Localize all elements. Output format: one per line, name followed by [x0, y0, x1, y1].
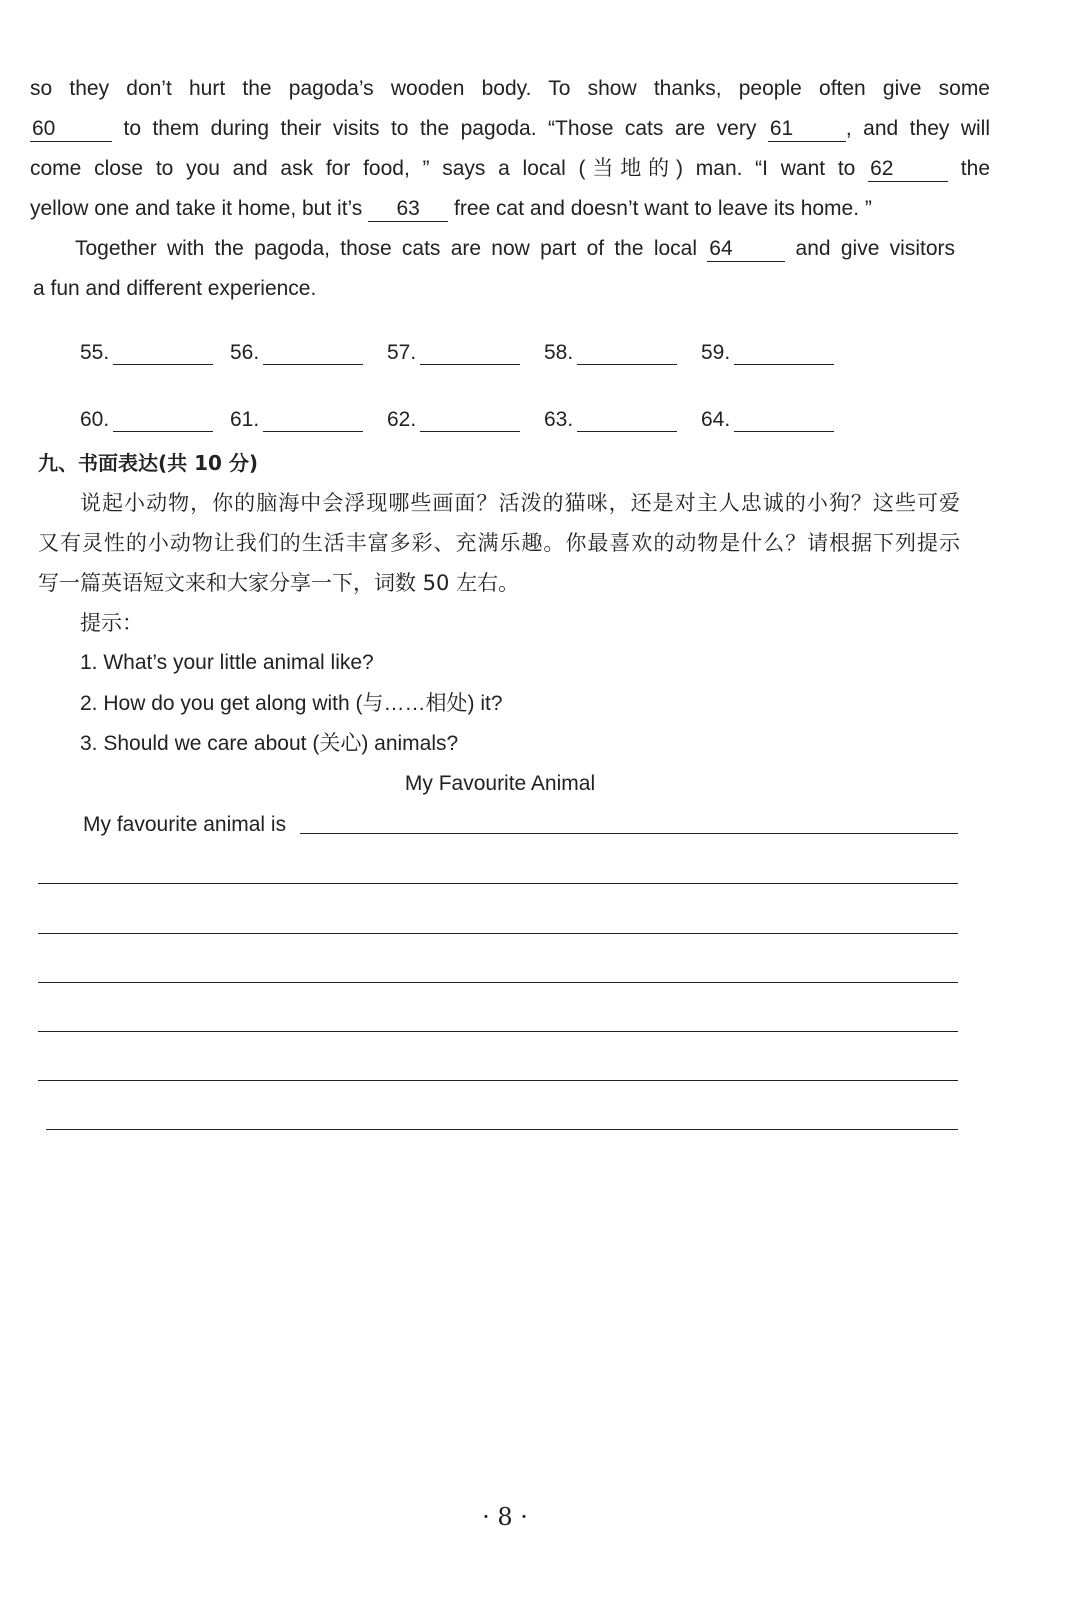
- passage-text: yellow one and take it home, but it’s: [30, 197, 369, 220]
- answer-slot-61[interactable]: [230, 408, 363, 432]
- hint-1: 1. What’s your little animal like?: [80, 651, 374, 674]
- answer-underline[interactable]: [577, 411, 677, 432]
- hint-3: 3. Should we care about (关心) animals?: [80, 732, 459, 755]
- essay-line-3[interactable]: [38, 982, 958, 983]
- answer-number: 58.: [544, 341, 574, 364]
- passage-line-5: [75, 234, 955, 264]
- hint-2: 2. How do you get along with (与……相处) it?: [80, 692, 503, 715]
- passage-line-1: so they don’t hurt the pagoda’s wooden body. To show thanks, people often give some: [30, 77, 990, 100]
- answer-slot-58[interactable]: [544, 341, 677, 365]
- page-number: · 8 ·: [482, 1503, 528, 1531]
- answer-underline[interactable]: [113, 411, 213, 432]
- answer-number: 64.: [701, 408, 731, 431]
- essay-line-4[interactable]: [38, 1031, 958, 1032]
- passage-line-2: [30, 114, 990, 144]
- answer-number: 57.: [387, 341, 417, 364]
- passage-text: free cat and doesn’t want to leave its home. ”: [448, 197, 872, 220]
- passage-text: and give visitors: [785, 237, 955, 260]
- answer-number: 63.: [544, 408, 574, 431]
- essay-line-2[interactable]: [38, 933, 958, 934]
- answer-underline[interactable]: [420, 344, 520, 365]
- essay-start: My favourite animal is: [83, 813, 287, 836]
- answer-number: 55.: [80, 341, 110, 364]
- blank-63[interactable]: 63: [368, 197, 448, 222]
- answer-slot-63[interactable]: [544, 408, 677, 432]
- answer-slot-57[interactable]: [387, 341, 520, 365]
- passage-text: , and they will: [845, 117, 991, 140]
- blank-62[interactable]: 62: [868, 157, 948, 182]
- writing-intro-line-3: 写一篇英语短文来和大家分享一下，词数 50 左右。: [38, 571, 520, 595]
- writing-intro-line-1: 说起小动物，你的脑海中会浮现哪些画面？活泼的猫咪，还是对主人忠诚的小狗？这些可爱: [80, 491, 960, 515]
- essay-line-6[interactable]: [46, 1129, 958, 1130]
- passage-text: to them during their visits to the pagoda. “Those cats are very: [112, 117, 768, 140]
- answer-number: 56.: [230, 341, 260, 364]
- hint-label: 提示：: [80, 611, 143, 635]
- passage-text: the: [948, 157, 991, 180]
- essay-line-5[interactable]: [38, 1080, 958, 1081]
- answer-number: 60.: [80, 408, 110, 431]
- passage-text: come close to you and ask for food, ” says a local (当地的) man. “I want to: [30, 157, 869, 180]
- writing-intro-line-2: 又有灵性的小动物让我们的生活丰富多彩、充满乐趣。你最喜欢的动物是什么？请根据下列提示: [38, 531, 960, 555]
- answer-slot-64[interactable]: [701, 408, 834, 432]
- passage-line-4: [30, 194, 990, 224]
- answer-slot-59[interactable]: [701, 341, 834, 365]
- answer-underline[interactable]: [734, 344, 834, 365]
- section-heading: 九、书面表达(共 10 分): [38, 451, 259, 475]
- answer-slot-56[interactable]: [230, 341, 363, 365]
- answer-underline[interactable]: [263, 411, 363, 432]
- answer-underline[interactable]: [577, 344, 677, 365]
- blank-64[interactable]: 64: [707, 237, 785, 262]
- answer-underline[interactable]: [113, 344, 213, 365]
- answer-slot-60[interactable]: [80, 408, 213, 432]
- passage-text: Together with the pagoda, those cats are now part of the local: [75, 237, 708, 260]
- answer-number: 61.: [230, 408, 260, 431]
- answer-underline[interactable]: [734, 411, 834, 432]
- blank-60[interactable]: 60: [30, 117, 112, 142]
- essay-title: My Favourite Animal: [404, 772, 596, 795]
- blank-61[interactable]: 61: [768, 117, 846, 142]
- essay-line-0[interactable]: [300, 833, 958, 834]
- answer-number: 59.: [701, 341, 731, 364]
- passage-line-6: a fun and different experience.: [33, 277, 317, 300]
- answer-slot-62[interactable]: [387, 408, 520, 432]
- passage-line-3: [30, 154, 990, 184]
- answer-number: 62.: [387, 408, 417, 431]
- answer-slot-55[interactable]: [80, 341, 213, 365]
- answer-underline[interactable]: [420, 411, 520, 432]
- essay-line-1[interactable]: [38, 883, 958, 884]
- answer-underline[interactable]: [263, 344, 363, 365]
